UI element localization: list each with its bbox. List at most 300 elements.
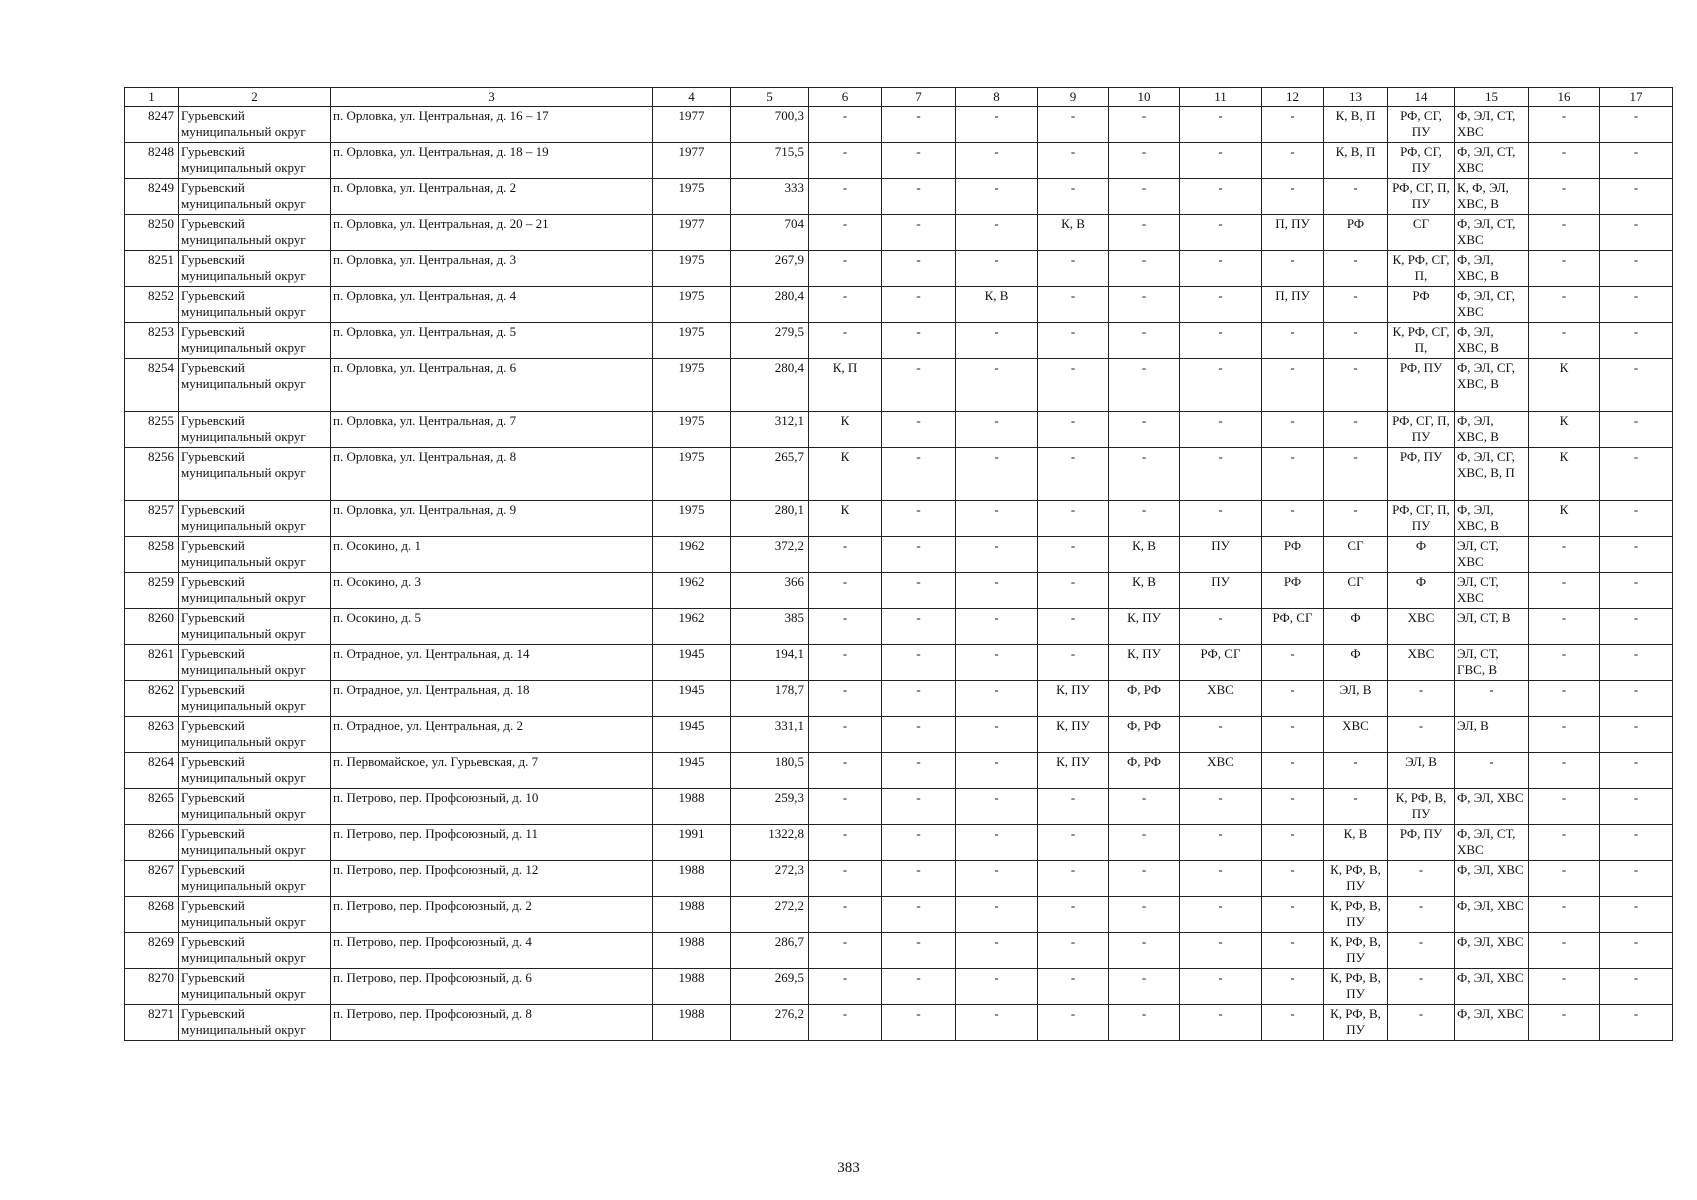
table-cell-col-11: ПУ bbox=[1180, 573, 1262, 609]
table-row bbox=[125, 412, 1673, 448]
column-header: 6 bbox=[809, 88, 882, 107]
table-cell-col-12: - bbox=[1262, 969, 1324, 1005]
table-cell-col-1: 8249 bbox=[125, 179, 179, 215]
table-cell-col-13: К, В, П bbox=[1324, 143, 1388, 179]
table-cell-col-9: - bbox=[1038, 573, 1109, 609]
table-cell-col-11: - bbox=[1180, 251, 1262, 287]
table-cell-col-15: Ф, ЭЛ, СГ, ХВС bbox=[1455, 287, 1529, 323]
table-cell-col-1: 8256 bbox=[125, 448, 179, 501]
table-row bbox=[125, 609, 1673, 645]
table-cell-col-8: - bbox=[956, 501, 1038, 537]
table-row bbox=[125, 537, 1673, 573]
table-cell-col-12: - bbox=[1262, 753, 1324, 789]
table-cell-col-10: - bbox=[1109, 448, 1180, 501]
table-cell-col-17: - bbox=[1600, 1005, 1673, 1041]
table-cell-col-4: 1975 bbox=[653, 287, 731, 323]
table-cell-col-1: 8254 bbox=[125, 359, 179, 412]
table-cell-col-1: 8271 bbox=[125, 1005, 179, 1041]
table-cell-col-16: - bbox=[1529, 251, 1600, 287]
table-cell-col-17: - bbox=[1600, 323, 1673, 359]
table-cell-col-15: ЭЛ, В bbox=[1455, 717, 1529, 753]
table-cell-col-12: - bbox=[1262, 179, 1324, 215]
table-cell-col-9: - bbox=[1038, 861, 1109, 897]
table-cell-col-12: - bbox=[1262, 448, 1324, 501]
table-cell-col-15: Ф, ЭЛ, СТ, ХВС bbox=[1455, 825, 1529, 861]
table-cell-col-16: - bbox=[1529, 969, 1600, 1005]
table-cell-col-10: - bbox=[1109, 287, 1180, 323]
table-body bbox=[125, 107, 1673, 1041]
table-cell-col-10: - bbox=[1109, 789, 1180, 825]
table-cell-col-14: ХВС bbox=[1388, 609, 1455, 645]
table-cell-col-7: - bbox=[882, 645, 956, 681]
table-cell-col-17: - bbox=[1600, 107, 1673, 143]
table-cell-col-12: - bbox=[1262, 107, 1324, 143]
table-cell-col-10: К, ПУ bbox=[1109, 609, 1180, 645]
column-header: 12 bbox=[1262, 88, 1324, 107]
table-cell-col-2: Гурьевский муниципальный округ bbox=[179, 179, 331, 215]
table-cell-col-17: - bbox=[1600, 501, 1673, 537]
table-cell-col-13: Ф bbox=[1324, 645, 1388, 681]
table-cell-col-6: - bbox=[809, 179, 882, 215]
table-cell-col-7: - bbox=[882, 107, 956, 143]
table-cell-col-3: п. Орловка, ул. Центральная, д. 9 bbox=[331, 501, 653, 537]
column-header: 10 bbox=[1109, 88, 1180, 107]
table-cell-col-4: 1977 bbox=[653, 107, 731, 143]
table-cell-col-16: - bbox=[1529, 287, 1600, 323]
table-cell-col-2: Гурьевский муниципальный округ bbox=[179, 789, 331, 825]
table-cell-col-4: 1988 bbox=[653, 897, 731, 933]
table-cell-col-4: 1975 bbox=[653, 179, 731, 215]
table-cell-col-17: - bbox=[1600, 825, 1673, 861]
table-cell-col-6: - bbox=[809, 609, 882, 645]
table-cell-col-6: - bbox=[809, 933, 882, 969]
table-cell-col-1: 8261 bbox=[125, 645, 179, 681]
table-cell-col-16: - bbox=[1529, 1005, 1600, 1041]
table-cell-col-8: К, В bbox=[956, 287, 1038, 323]
table-cell-col-17: - bbox=[1600, 573, 1673, 609]
table-cell-col-10: - bbox=[1109, 107, 1180, 143]
table-cell-col-10: - bbox=[1109, 897, 1180, 933]
table-cell-col-11: ХВС bbox=[1180, 681, 1262, 717]
table-cell-col-16: - bbox=[1529, 681, 1600, 717]
column-number-row bbox=[125, 88, 1673, 107]
registry-table bbox=[124, 87, 1673, 1041]
table-cell-col-3: п. Осокино, д. 3 bbox=[331, 573, 653, 609]
table-cell-col-17: - bbox=[1600, 897, 1673, 933]
table-cell-col-11: - bbox=[1180, 789, 1262, 825]
table-cell-col-8: - bbox=[956, 933, 1038, 969]
table-cell-col-10: - bbox=[1109, 323, 1180, 359]
table-cell-col-17: - bbox=[1600, 789, 1673, 825]
table-cell-col-17: - bbox=[1600, 179, 1673, 215]
table-cell-col-5: 279,5 bbox=[731, 323, 809, 359]
table-cell-col-7: - bbox=[882, 753, 956, 789]
table-cell-col-16: - bbox=[1529, 897, 1600, 933]
table-cell-col-12: - bbox=[1262, 825, 1324, 861]
table-cell-col-7: - bbox=[882, 969, 956, 1005]
table-cell-col-4: 1962 bbox=[653, 609, 731, 645]
table-cell-col-6: - bbox=[809, 573, 882, 609]
column-header: 5 bbox=[731, 88, 809, 107]
table-row bbox=[125, 897, 1673, 933]
table-cell-col-7: - bbox=[882, 1005, 956, 1041]
table-cell-col-7: - bbox=[882, 448, 956, 501]
table-cell-col-15: Ф, ЭЛ, ХВС bbox=[1455, 897, 1529, 933]
table-row bbox=[125, 645, 1673, 681]
table-cell-col-7: - bbox=[882, 573, 956, 609]
table-row bbox=[125, 287, 1673, 323]
table-cell-col-8: - bbox=[956, 359, 1038, 412]
table-cell-col-7: - bbox=[882, 717, 956, 753]
table-cell-col-3: п. Петрово, пер. Профсоюзный, д. 11 bbox=[331, 825, 653, 861]
table-cell-col-9: - bbox=[1038, 179, 1109, 215]
table-cell-col-6: - bbox=[809, 107, 882, 143]
table-cell-col-8: - bbox=[956, 969, 1038, 1005]
table-cell-col-13: К, РФ, В, ПУ bbox=[1324, 933, 1388, 969]
table-cell-col-9: - bbox=[1038, 1005, 1109, 1041]
table-cell-col-5: 276,2 bbox=[731, 1005, 809, 1041]
table-cell-col-1: 8263 bbox=[125, 717, 179, 753]
table-cell-col-2: Гурьевский муниципальный округ bbox=[179, 933, 331, 969]
table-cell-col-12: - bbox=[1262, 861, 1324, 897]
table-cell-col-8: - bbox=[956, 789, 1038, 825]
table-cell-col-15: Ф, ЭЛ, ХВС, В bbox=[1455, 323, 1529, 359]
table-cell-col-12: П, ПУ bbox=[1262, 215, 1324, 251]
table-cell-col-6: - bbox=[809, 537, 882, 573]
table-cell-col-16: - bbox=[1529, 645, 1600, 681]
table-cell-col-15: Ф, ЭЛ, ХВС, В bbox=[1455, 501, 1529, 537]
table-cell-col-2: Гурьевский муниципальный округ bbox=[179, 1005, 331, 1041]
table-cell-col-5: 272,2 bbox=[731, 897, 809, 933]
table-cell-col-17: - bbox=[1600, 609, 1673, 645]
table-cell-col-9: - bbox=[1038, 107, 1109, 143]
column-header: 14 bbox=[1388, 88, 1455, 107]
table-cell-col-9: - bbox=[1038, 412, 1109, 448]
table-cell-col-14: РФ bbox=[1388, 287, 1455, 323]
table-cell-col-6: К bbox=[809, 501, 882, 537]
table-cell-col-12: - bbox=[1262, 933, 1324, 969]
table-cell-col-14: РФ, СГ, П, ПУ bbox=[1388, 179, 1455, 215]
table-cell-col-5: 265,7 bbox=[731, 448, 809, 501]
table-cell-col-4: 1975 bbox=[653, 501, 731, 537]
table-cell-col-10: Ф, РФ bbox=[1109, 753, 1180, 789]
table-cell-col-4: 1977 bbox=[653, 143, 731, 179]
table-cell-col-7: - bbox=[882, 933, 956, 969]
table-cell-col-1: 8259 bbox=[125, 573, 179, 609]
table-cell-col-7: - bbox=[882, 251, 956, 287]
table-cell-col-14: РФ, СГ, П, ПУ bbox=[1388, 501, 1455, 537]
table-cell-col-10: - bbox=[1109, 179, 1180, 215]
table-cell-col-17: - bbox=[1600, 717, 1673, 753]
table-cell-col-14: - bbox=[1388, 897, 1455, 933]
table-cell-col-5: 180,5 bbox=[731, 753, 809, 789]
table-cell-col-9: - bbox=[1038, 448, 1109, 501]
table-cell-col-17: - bbox=[1600, 251, 1673, 287]
table-cell-col-7: - bbox=[882, 825, 956, 861]
table-cell-col-16: К bbox=[1529, 412, 1600, 448]
table-cell-col-6: - bbox=[809, 681, 882, 717]
table-cell-col-8: - bbox=[956, 143, 1038, 179]
table-cell-col-11: - bbox=[1180, 969, 1262, 1005]
table-cell-col-16: - bbox=[1529, 179, 1600, 215]
table-row bbox=[125, 789, 1673, 825]
page-number: 383 bbox=[837, 1160, 860, 1176]
table-cell-col-14: РФ, СГ, ПУ bbox=[1388, 107, 1455, 143]
table-cell-col-3: п. Орловка, ул. Центральная, д. 7 bbox=[331, 412, 653, 448]
table-cell-col-15: К, Ф, ЭЛ, ХВС, В bbox=[1455, 179, 1529, 215]
table-cell-col-17: - bbox=[1600, 143, 1673, 179]
table-cell-col-8: - bbox=[956, 825, 1038, 861]
table-cell-col-13: ЭЛ, В bbox=[1324, 681, 1388, 717]
table-cell-col-14: К, РФ, В, ПУ bbox=[1388, 789, 1455, 825]
table-cell-col-16: - bbox=[1529, 107, 1600, 143]
table-cell-col-3: п. Петрово, пер. Профсоюзный, д. 8 bbox=[331, 1005, 653, 1041]
table-cell-col-12: - bbox=[1262, 412, 1324, 448]
table-cell-col-6: - bbox=[809, 861, 882, 897]
table-cell-col-4: 1988 bbox=[653, 789, 731, 825]
table-cell-col-7: - bbox=[882, 897, 956, 933]
table-cell-col-1: 8270 bbox=[125, 969, 179, 1005]
table-cell-col-5: 715,5 bbox=[731, 143, 809, 179]
table-cell-col-3: п. Первомайское, ул. Гурьевская, д. 7 bbox=[331, 753, 653, 789]
column-header: 7 bbox=[882, 88, 956, 107]
table-cell-col-17: - bbox=[1600, 645, 1673, 681]
table-cell-col-11: - bbox=[1180, 861, 1262, 897]
table-cell-col-2: Гурьевский муниципальный округ bbox=[179, 107, 331, 143]
table-row bbox=[125, 825, 1673, 861]
table-cell-col-15: ЭЛ, СТ, ХВС bbox=[1455, 537, 1529, 573]
table-cell-col-14: РФ, СГ, ПУ bbox=[1388, 143, 1455, 179]
table-cell-col-7: - bbox=[882, 179, 956, 215]
table-cell-col-8: - bbox=[956, 861, 1038, 897]
table-cell-col-4: 1988 bbox=[653, 861, 731, 897]
table-cell-col-6: - bbox=[809, 1005, 882, 1041]
table-cell-col-17: - bbox=[1600, 753, 1673, 789]
table-cell-col-15: Ф, ЭЛ, ХВС bbox=[1455, 933, 1529, 969]
table-cell-col-4: 1975 bbox=[653, 251, 731, 287]
table-cell-col-17: - bbox=[1600, 412, 1673, 448]
table-cell-col-2: Гурьевский муниципальный округ bbox=[179, 143, 331, 179]
table-cell-col-12: РФ bbox=[1262, 573, 1324, 609]
table-cell-col-9: - bbox=[1038, 501, 1109, 537]
table-cell-col-1: 8268 bbox=[125, 897, 179, 933]
table-cell-col-10: - bbox=[1109, 861, 1180, 897]
table-cell-col-15: Ф, ЭЛ, ХВС bbox=[1455, 861, 1529, 897]
table-cell-col-13: - bbox=[1324, 412, 1388, 448]
table-cell-col-4: 1988 bbox=[653, 933, 731, 969]
table-cell-col-1: 8251 bbox=[125, 251, 179, 287]
table-cell-col-13: - bbox=[1324, 501, 1388, 537]
table-cell-col-3: п. Петрово, пер. Профсоюзный, д. 12 bbox=[331, 861, 653, 897]
table-cell-col-3: п. Орловка, ул. Центральная, д. 16 – 17 bbox=[331, 107, 653, 143]
table-cell-col-7: - bbox=[882, 287, 956, 323]
column-header: 1 bbox=[125, 88, 179, 107]
table-cell-col-14: - bbox=[1388, 969, 1455, 1005]
table-row bbox=[125, 969, 1673, 1005]
table-cell-col-15: - bbox=[1455, 681, 1529, 717]
table-cell-col-9: - bbox=[1038, 825, 1109, 861]
table-row bbox=[125, 215, 1673, 251]
table-cell-col-7: - bbox=[882, 323, 956, 359]
table-cell-col-5: 704 bbox=[731, 215, 809, 251]
table-cell-col-11: - bbox=[1180, 717, 1262, 753]
table-cell-col-4: 1975 bbox=[653, 323, 731, 359]
table-cell-col-15: Ф, ЭЛ, ХВС bbox=[1455, 789, 1529, 825]
table-cell-col-8: - bbox=[956, 573, 1038, 609]
column-header: 2 bbox=[179, 88, 331, 107]
table-cell-col-5: 259,3 bbox=[731, 789, 809, 825]
table-cell-col-14: - bbox=[1388, 933, 1455, 969]
table-cell-col-1: 8258 bbox=[125, 537, 179, 573]
table-cell-col-10: - bbox=[1109, 251, 1180, 287]
table-cell-col-12: - bbox=[1262, 501, 1324, 537]
table-row bbox=[125, 681, 1673, 717]
table-cell-col-12: - bbox=[1262, 1005, 1324, 1041]
table-cell-col-1: 8257 bbox=[125, 501, 179, 537]
table-cell-col-6: - bbox=[809, 645, 882, 681]
table-cell-col-7: - bbox=[882, 359, 956, 412]
table-cell-col-4: 1945 bbox=[653, 753, 731, 789]
table-cell-col-6: К bbox=[809, 412, 882, 448]
table-cell-col-15: Ф, ЭЛ, ХВС, В bbox=[1455, 412, 1529, 448]
table-cell-col-14: ХВС bbox=[1388, 645, 1455, 681]
table-cell-col-15: Ф, ЭЛ, СГ, ХВС, В, П bbox=[1455, 448, 1529, 501]
table-cell-col-17: - bbox=[1600, 969, 1673, 1005]
table-cell-col-10: - bbox=[1109, 359, 1180, 412]
table-cell-col-16: - bbox=[1529, 323, 1600, 359]
table-row bbox=[125, 143, 1673, 179]
table-cell-col-12: - bbox=[1262, 251, 1324, 287]
table-cell-col-1: 8260 bbox=[125, 609, 179, 645]
table-cell-col-3: п. Орловка, ул. Центральная, д. 20 – 21 bbox=[331, 215, 653, 251]
table-cell-col-2: Гурьевский муниципальный округ bbox=[179, 501, 331, 537]
table-cell-col-8: - bbox=[956, 251, 1038, 287]
table-cell-col-3: п. Петрово, пер. Профсоюзный, д. 4 bbox=[331, 933, 653, 969]
table-cell-col-1: 8265 bbox=[125, 789, 179, 825]
table-cell-col-1: 8264 bbox=[125, 753, 179, 789]
table-cell-col-9: - bbox=[1038, 789, 1109, 825]
table-cell-col-12: - bbox=[1262, 143, 1324, 179]
table-cell-col-11: - bbox=[1180, 448, 1262, 501]
table-cell-col-5: 333 bbox=[731, 179, 809, 215]
table-cell-col-14: - bbox=[1388, 717, 1455, 753]
table-cell-col-12: - bbox=[1262, 323, 1324, 359]
table-cell-col-5: 280,4 bbox=[731, 287, 809, 323]
table-cell-col-11: - bbox=[1180, 287, 1262, 323]
table-cell-col-5: 280,1 bbox=[731, 501, 809, 537]
table-cell-col-5: 366 bbox=[731, 573, 809, 609]
table-cell-col-8: - bbox=[956, 897, 1038, 933]
table-cell-col-11: - bbox=[1180, 215, 1262, 251]
table-cell-col-11: - bbox=[1180, 412, 1262, 448]
table-cell-col-13: РФ bbox=[1324, 215, 1388, 251]
table-cell-col-7: - bbox=[882, 789, 956, 825]
table-row bbox=[125, 448, 1673, 501]
table-cell-col-11: ХВС bbox=[1180, 753, 1262, 789]
table-cell-col-17: - bbox=[1600, 537, 1673, 573]
table-cell-col-13: К, РФ, В, ПУ bbox=[1324, 897, 1388, 933]
table-cell-col-4: 1975 bbox=[653, 359, 731, 412]
table-cell-col-15: ЭЛ, СТ, ГВС, В bbox=[1455, 645, 1529, 681]
table-cell-col-8: - bbox=[956, 448, 1038, 501]
table-cell-col-8: - bbox=[956, 753, 1038, 789]
table-cell-col-8: - bbox=[956, 681, 1038, 717]
table-cell-col-9: - bbox=[1038, 645, 1109, 681]
table-cell-col-14: РФ, ПУ bbox=[1388, 359, 1455, 412]
table-cell-col-12: - bbox=[1262, 359, 1324, 412]
table-cell-col-7: - bbox=[882, 501, 956, 537]
table-cell-col-16: - bbox=[1529, 753, 1600, 789]
table-row bbox=[125, 933, 1673, 969]
table-cell-col-11: - bbox=[1180, 143, 1262, 179]
table-cell-col-10: - bbox=[1109, 412, 1180, 448]
table-cell-col-7: - bbox=[882, 537, 956, 573]
table-cell-col-9: - bbox=[1038, 933, 1109, 969]
table-cell-col-2: Гурьевский муниципальный округ bbox=[179, 969, 331, 1005]
table-cell-col-14: К, РФ, СГ, П, bbox=[1388, 323, 1455, 359]
table-cell-col-9: - bbox=[1038, 537, 1109, 573]
table-cell-col-10: К, ПУ bbox=[1109, 645, 1180, 681]
table-cell-col-8: - bbox=[956, 717, 1038, 753]
table-cell-col-8: - bbox=[956, 1005, 1038, 1041]
table-cell-col-5: 1322,8 bbox=[731, 825, 809, 861]
table-cell-col-15: Ф, ЭЛ, ХВС bbox=[1455, 1005, 1529, 1041]
table-cell-col-1: 8267 bbox=[125, 861, 179, 897]
table-cell-col-11: - bbox=[1180, 825, 1262, 861]
table-cell-col-8: - bbox=[956, 645, 1038, 681]
table-cell-col-10: Ф, РФ bbox=[1109, 717, 1180, 753]
table-cell-col-2: Гурьевский муниципальный округ bbox=[179, 753, 331, 789]
table-cell-col-1: 8250 bbox=[125, 215, 179, 251]
table-cell-col-9: - bbox=[1038, 897, 1109, 933]
table-cell-col-16: - bbox=[1529, 537, 1600, 573]
table-cell-col-6: - bbox=[809, 789, 882, 825]
table-cell-col-15: ЭЛ, СТ, ХВС bbox=[1455, 573, 1529, 609]
table-cell-col-2: Гурьевский муниципальный округ bbox=[179, 359, 331, 412]
table-cell-col-5: 269,5 bbox=[731, 969, 809, 1005]
table-cell-col-2: Гурьевский муниципальный округ bbox=[179, 287, 331, 323]
table-cell-col-10: - bbox=[1109, 825, 1180, 861]
table-cell-col-3: п. Осокино, д. 5 bbox=[331, 609, 653, 645]
table-cell-col-6: - bbox=[809, 323, 882, 359]
table-cell-col-8: - bbox=[956, 609, 1038, 645]
table-cell-col-9: К, ПУ bbox=[1038, 681, 1109, 717]
table-cell-col-12: РФ, СГ bbox=[1262, 609, 1324, 645]
table-cell-col-13: К, В, П bbox=[1324, 107, 1388, 143]
table-cell-col-17: - bbox=[1600, 359, 1673, 412]
table-cell-col-2: Гурьевский муниципальный округ bbox=[179, 537, 331, 573]
table-row bbox=[125, 251, 1673, 287]
table-cell-col-11: РФ, СГ bbox=[1180, 645, 1262, 681]
table-cell-col-12: П, ПУ bbox=[1262, 287, 1324, 323]
table-cell-col-13: К, РФ, В, ПУ bbox=[1324, 1005, 1388, 1041]
table-cell-col-14: РФ, ПУ bbox=[1388, 825, 1455, 861]
table-cell-col-5: 272,3 bbox=[731, 861, 809, 897]
table-cell-col-3: п. Петрово, пер. Профсоюзный, д. 2 bbox=[331, 897, 653, 933]
table-cell-col-4: 1945 bbox=[653, 717, 731, 753]
table-cell-col-2: Гурьевский муниципальный округ bbox=[179, 645, 331, 681]
table-cell-col-16: - bbox=[1529, 933, 1600, 969]
table-cell-col-7: - bbox=[882, 681, 956, 717]
table-cell-col-3: п. Орловка, ул. Центральная, д. 8 bbox=[331, 448, 653, 501]
table-cell-col-9: - bbox=[1038, 323, 1109, 359]
table-cell-col-4: 1988 bbox=[653, 1005, 731, 1041]
table-cell-col-1: 8269 bbox=[125, 933, 179, 969]
table-cell-col-4: 1945 bbox=[653, 645, 731, 681]
table-cell-col-3: п. Отрадное, ул. Центральная, д. 2 bbox=[331, 717, 653, 753]
table-cell-col-14: СГ bbox=[1388, 215, 1455, 251]
table-cell-col-15: Ф, ЭЛ, СГ, ХВС, В bbox=[1455, 359, 1529, 412]
